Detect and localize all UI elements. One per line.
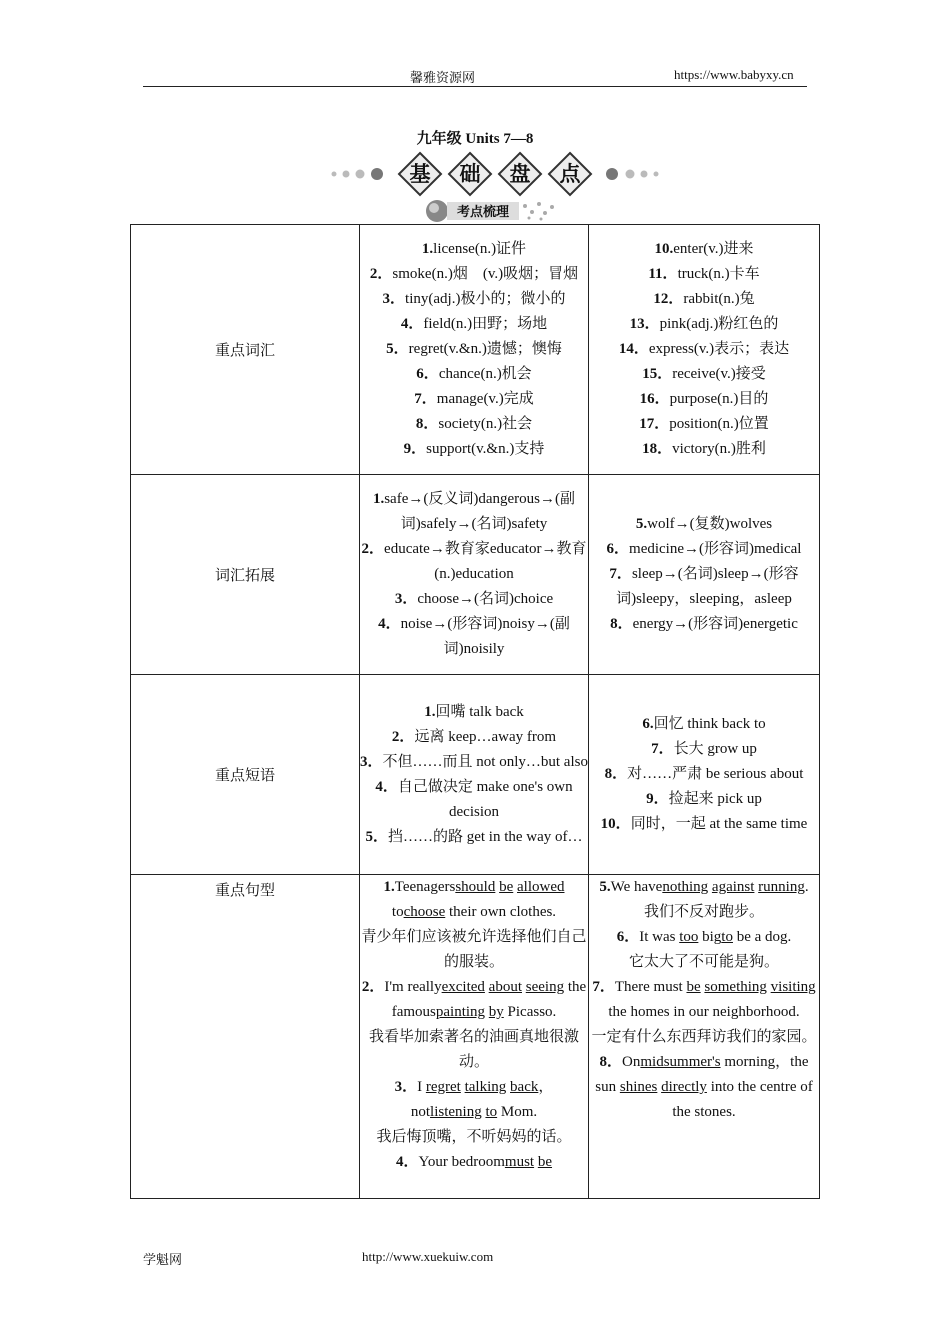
list-item: 9．捡起来 pick up — [646, 791, 762, 807]
list-item: 14．express(v.)表示；表达 — [618, 341, 790, 357]
list-item: 6．chance(n.)机会 — [416, 366, 532, 382]
list-item: 6．medicine→(形容词)medical — [606, 541, 802, 557]
sentence-item: 2．I'm reallyexcited about seeing the famouspainting by Picasso. — [361, 979, 587, 1020]
list-item: 1.回嘴 talk back — [424, 703, 524, 720]
banner-jichu-pandian — [325, 150, 665, 198]
subbanner-text: 考点梳理 — [456, 205, 510, 220]
list-item: 15．receive(v.)接受 — [642, 366, 766, 382]
list-item: 3．choose→(名词)choice — [394, 591, 554, 607]
sentence-item: 6．It was too bigto be a dog. — [616, 929, 792, 945]
list-item: 1.safe→(反义词)dangerous→(副词)safely→(名词)safety — [372, 491, 576, 532]
expand-col-1 — [360, 475, 589, 675]
header-rule — [143, 86, 807, 87]
row-category: 重点短语 — [131, 675, 360, 875]
subbanner-kaodian — [425, 198, 560, 224]
sentence-item: 8．Onmidsummer's morning，the sun shines directly into the centre of the stones. — [595, 1054, 813, 1120]
doc-title: 九年级 Units 7—8 — [416, 131, 534, 147]
sentence-col-1 — [360, 875, 589, 1199]
list-item: 10.enter(v.)进来 — [654, 241, 754, 257]
list-item: 8．society(n.)社会 — [415, 416, 533, 432]
list-item: 5．regret(v.&n.)遗憾；懊悔 — [386, 341, 562, 357]
sentence-translation: 我们不反对跑步。 — [643, 904, 764, 920]
list-item: 17．position(n.)位置 — [639, 416, 769, 432]
list-item: 7．manage(v.)完成 — [414, 391, 534, 407]
list-item: 11．truck(n.)卡车 — [648, 266, 760, 282]
list-item: 13．pink(adj.)粉红色的 — [629, 316, 779, 332]
list-item: 5．挡……的路 get in the way of… — [365, 828, 583, 845]
sentence-item: 5.We havenothing against running. — [599, 879, 809, 895]
sentence-translation: 青少年们应该被允许选择他们自己的服装。 — [361, 929, 587, 970]
list-item: 6.回忆 think back to — [642, 716, 766, 732]
sentence-item: 1.Teenagersshould be allowed tochoose their own clothes. — [383, 879, 565, 920]
vocab-col-1 — [360, 225, 589, 475]
footer-site-name: 学魁网 — [143, 1252, 183, 1267]
table-row — [131, 875, 820, 1199]
sentence-item: 3．I regret talking back，notlistening to Mom. — [394, 1079, 554, 1120]
banner-char: 础 — [459, 162, 481, 186]
summary-table — [130, 224, 820, 1199]
list-item: 8．energy→(形容词)energetic — [610, 616, 798, 632]
sentence-item: 4．Your bedroommust be — [395, 1154, 553, 1170]
table-row — [131, 225, 820, 475]
sentence-translation: 它太大了不可能是狗。 — [628, 954, 779, 970]
banner-char: 基 — [409, 162, 431, 186]
table-row — [131, 475, 820, 675]
sentence-col-2 — [589, 875, 820, 1199]
list-item: 10．同时，一起 at the same time — [600, 816, 808, 832]
list-item: 7．sleep→(名词)sleep→(形容词)sleepy，sleeping，asleep — [609, 566, 799, 607]
row-category: 重点词汇 — [131, 225, 360, 475]
list-item: 5.wolf→(复数)wolves — [635, 516, 773, 532]
list-item: 2．smoke(n.)烟 (v.)吸烟；冒烟 — [369, 266, 579, 282]
table-row — [131, 675, 820, 875]
header-site-name: 馨雅资源网 — [410, 70, 476, 85]
banner-char: 点 — [559, 162, 581, 186]
list-item: 4．自己做决定 make one's own decision — [375, 778, 573, 820]
phrase-col-1 — [360, 675, 589, 875]
list-item: 18．victory(n.)胜利 — [642, 441, 766, 457]
list-item: 1.license(n.)证件 — [421, 241, 527, 257]
list-item: 7．长大 grow up — [651, 741, 757, 757]
expand-col-2 — [589, 475, 820, 675]
list-item: 3．tiny(adj.)极小的；微小的 — [382, 291, 566, 307]
list-item: 2．educate→教育家educator→教育(n.)education — [361, 541, 587, 582]
list-item: 2．远离 keep…away from — [391, 728, 557, 745]
list-item: 9．support(v.&n.)支持 — [403, 441, 545, 457]
list-item: 4．field(n.)田野；场地 — [400, 316, 548, 332]
footer-url[interactable]: http://www.xuekuiw.com — [362, 1249, 494, 1264]
vocab-col-2 — [589, 225, 820, 475]
phrase-col-2 — [589, 675, 820, 875]
list-item: 16．purpose(n.)目的 — [639, 391, 769, 407]
list-item: 12．rabbit(n.)兔 — [653, 291, 755, 307]
sentence-translation: 一定有什么东西拜访我们的家园。 — [591, 1029, 817, 1045]
row-category: 重点句型 — [131, 875, 360, 1199]
row-category: 词汇拓展 — [131, 475, 360, 675]
header-url[interactable]: https://www.babyxy.cn — [674, 67, 794, 82]
list-item: 4．noise→(形容词)noisy→(副词)noisily — [378, 616, 570, 657]
sentence-translation: 我看毕加索著名的油画真地很激动。 — [368, 1029, 579, 1070]
sentence-item: 7．There must be something visiting the homes in our neighborhood. — [592, 979, 816, 1020]
banner-char: 盘 — [509, 162, 531, 186]
list-item: 3．不但……而且 not only…but also — [360, 753, 588, 770]
sentence-translation: 我后悔顶嘴，不听妈妈的话。 — [376, 1129, 572, 1145]
list-item: 8．对……严肃 be serious about — [604, 766, 804, 782]
